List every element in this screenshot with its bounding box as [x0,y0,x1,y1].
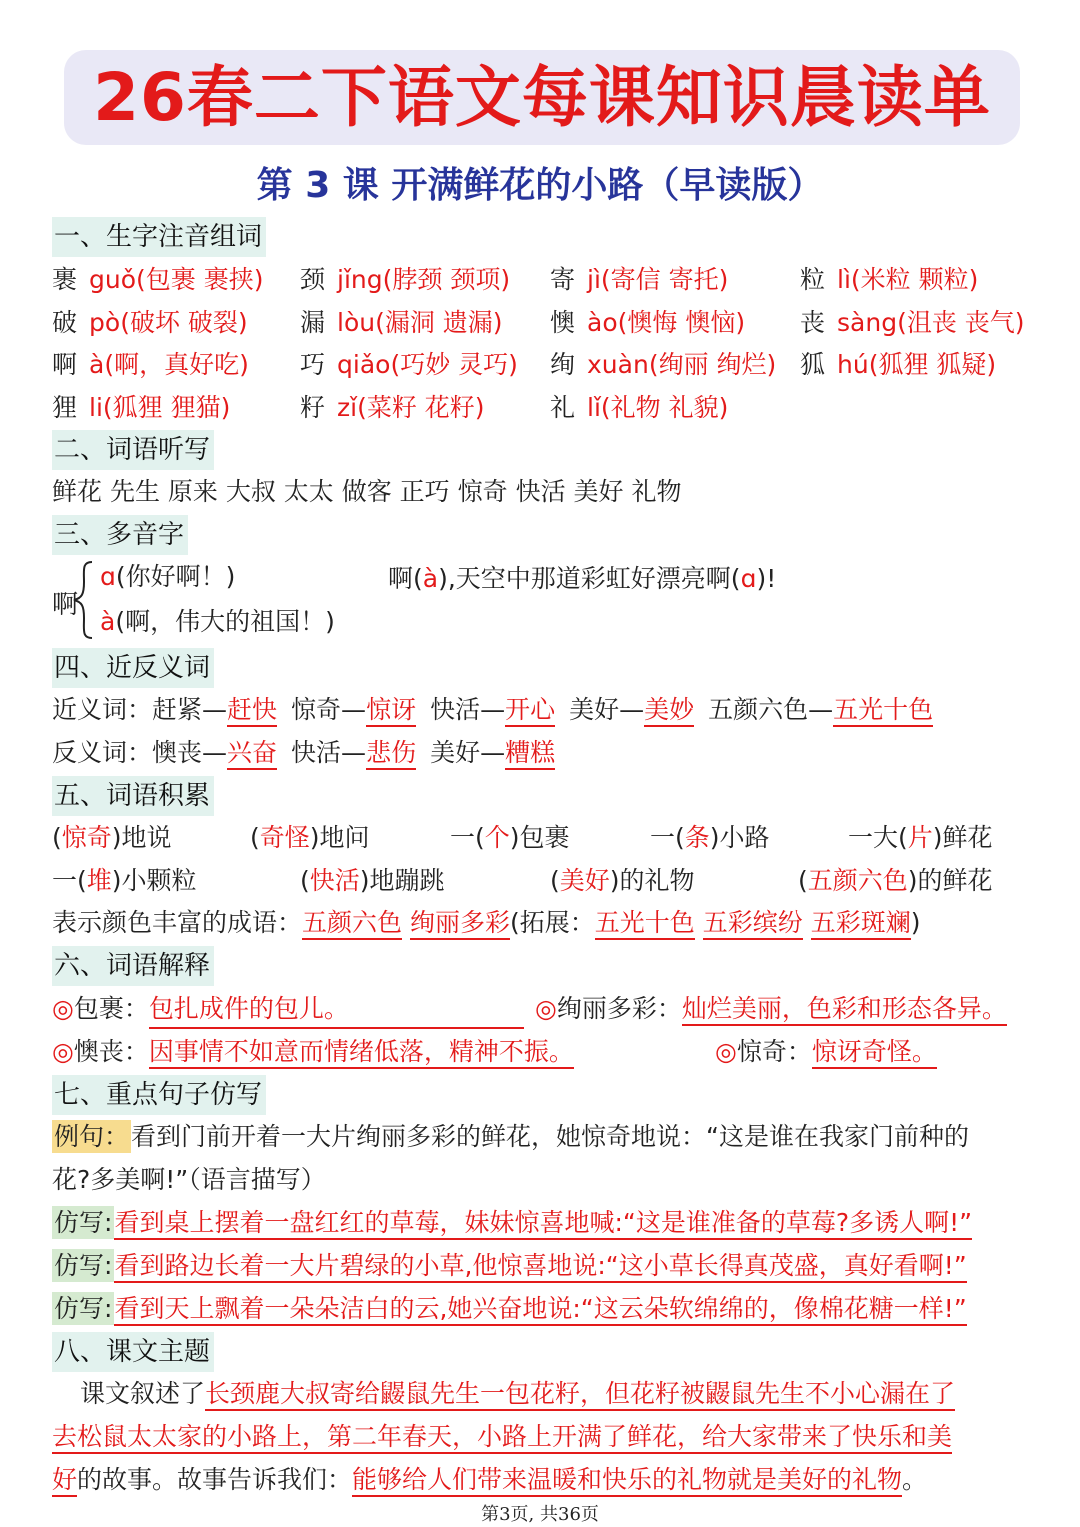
antonym-pair: 快活—悲伤 [291,738,416,767]
section-7-heading: 七、重点句子仿写 [52,1075,266,1115]
section-4-heading: 四、近反义词 [52,648,214,688]
char-entry: 漏 lòu(漏洞 遗漏) [300,308,503,337]
phrase-fill: (奇怪)地问 [250,823,370,852]
color-idioms-line: 表示颜色丰富的成语：五颜六色 绚丽多彩(拓展：五光十色 五彩缤纷 五彩斑斓) [52,906,920,940]
imitation-sentence: 仿写:看到路边长着一大片碧绿的小草,他惊喜地说:“这小草长得真茂盛，真好看啊!” [52,1249,967,1283]
synonym-pair: 惊奇—惊讶 [291,695,416,724]
char-entry: 狐 hú(狐狸 狐疑) [800,350,997,379]
antonyms-line: 反义词：懊丧—兴奋 快活—悲伤 美好—糟糕 [52,736,569,770]
synonym-pair: 美好—美妙 [569,695,694,724]
section-8-heading: 八、课文主题 [52,1332,214,1372]
phrase-fill: (五颜六色)的鲜花 [798,866,993,895]
antonym-pair: 美好—糟糕 [430,738,555,767]
phrase-fill: 一(个)包裹 [450,823,570,852]
section-6-heading: 六、词语解释 [52,946,214,986]
char-entry: 破 pò(破坏 破裂) [52,308,248,337]
char-entry: 颈 jǐng(脖颈 颈项) [300,265,511,294]
theme-line-1: 课文叙述了长颈鹿大叔寄给鼹鼠先生一包花籽，但花籽被鼹鼠先生不小心漏在了 [80,1377,955,1411]
phrase-fill: (惊奇)地说 [52,823,172,852]
section-3-heading: 三、多音字 [52,515,188,555]
imitation-sentence: 仿写:看到桌上摆着一盘红红的草莓，妹妹惊喜地喊:“这是谁准备的草莓?多诱人啊!” [52,1206,972,1240]
char-entry: 裹 guǒ(包裹 裹挟) [52,265,264,294]
definition-item: ◎包裹：包扎成件的包儿。 [52,992,524,1029]
antonym-pair: 懊丧—兴奋 [152,738,277,767]
section-5-heading: 五、词语积累 [52,776,214,816]
synonym-pair: 五颜六色—五光十色 [708,695,933,724]
polyphone-char: 啊 [52,590,79,620]
imitation-sentence: 仿写:看到天上飘着一朵朵洁白的云,她兴奋地说:“这云朵软绵绵的，像棉花糖一样!” [52,1292,967,1326]
phrase-fill: (快活)地蹦跳 [300,866,445,895]
char-entry: 寄 jì(寄信 寄托) [550,265,729,294]
example-sentence-line-2: 花?多美啊!”（语言描写） [52,1165,326,1194]
char-entry: 狸 li(狐狸 狸猫) [52,393,231,422]
phrase-fill: 一(条)小路 [650,823,770,852]
theme-line-3: 好的故事。故事告诉我们：能够给人们带来温暖和快乐的礼物就是美好的礼物。 [52,1463,927,1497]
dictation-words: 鲜花 先生 原来 大叔 太太 做客 正巧 惊奇 快活 美好 礼物 [52,477,682,506]
polyphone-reading-1: ɑ(你好啊！) [100,562,236,591]
lesson-title: 第 3 课 开满鲜花的小路（早读版） [256,165,824,206]
theme-line-2: 去松鼠太太家的小路上，第二年春天，小路上开满了鲜花，给大家带来了快乐和美 [52,1420,952,1454]
synonyms-line: 近义词：赶紧—赶快 惊奇—惊讶 快活—开心 美好—美妙 五颜六色—五光十色 [52,693,947,727]
char-entry: 礼 lǐ(礼物 礼貌) [550,393,729,422]
char-entry: 丧 sàng(沮丧 丧气) [800,308,1025,337]
char-entry: 啊 à(啊，真好吃) [52,350,249,379]
example-sentence-line-1: 例句：看到门前开着一大片绚丽多彩的鲜花，她惊奇地说：“这是谁在我家门前种的 [54,1122,969,1151]
char-entry: 巧 qiǎo(巧妙 灵巧) [300,350,518,379]
synonym-pair: 快活—开心 [430,695,555,724]
char-entry: 粒 lì(米粒 颗粒) [800,265,979,294]
section-1-heading: 一、生字注音组词 [52,217,266,257]
definition-item: ◎惊奇：惊讶奇怪。 [715,1035,937,1069]
char-entry: 籽 zǐ(菜籽 花籽) [300,393,485,422]
phrase-fill: (美好)的礼物 [550,866,695,895]
synonym-pair: 赶紧—赶快 [152,695,277,724]
phrase-fill: 一大(片)鲜花 [848,823,993,852]
brace-icon [70,560,96,640]
polyphone-reading-2: à(啊，伟大的祖国！) [100,607,335,636]
section-2-heading: 二、词语听写 [52,430,214,470]
example-label: 例句： [54,1122,130,1151]
definition-item: ◎懊丧：因事情不如意而情绪低落，精神不振。 [52,1035,574,1069]
phrase-fill: 一(堆)小颗粒 [52,866,197,895]
page-number: 第3页, 共36页 [481,1504,599,1525]
char-entry: 绚 xuàn(绚丽 绚烂) [550,350,777,379]
page-title: 26春二下语文每课知识晨读单 [93,59,991,136]
char-entry: 懊 ào(懊悔 懊恼) [550,308,746,337]
polyphone-sentence: 啊(à),天空中那道彩虹好漂亮啊(ɑ)! [388,564,777,593]
definition-item: ◎绚丽多彩：灿烂美丽，色彩和形态各异。 [535,992,1007,1026]
